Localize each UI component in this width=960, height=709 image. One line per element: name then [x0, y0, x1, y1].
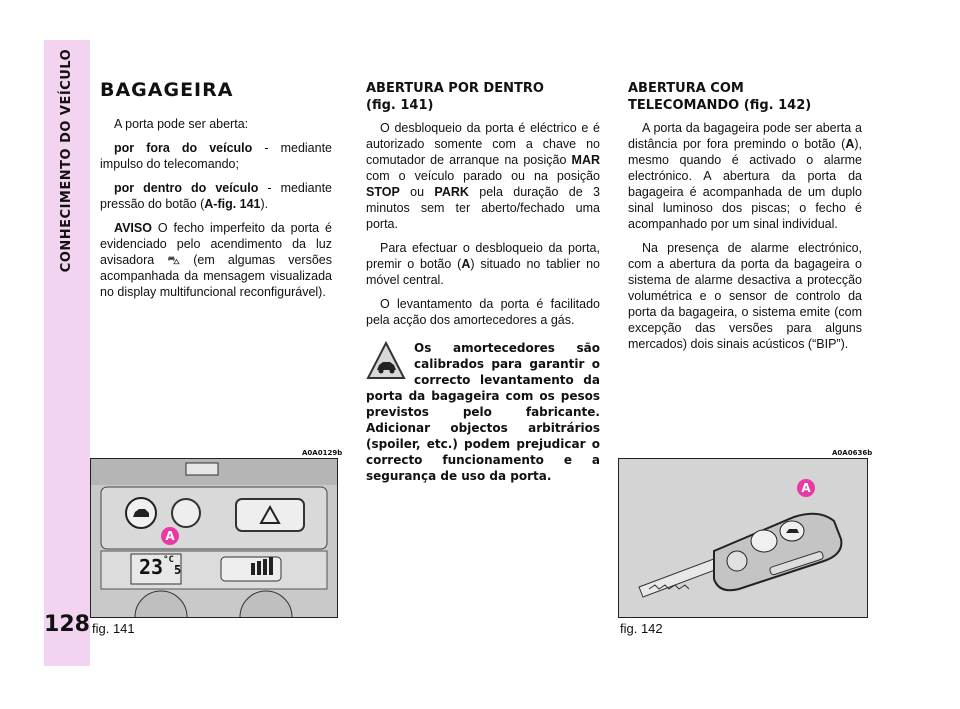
section-heading: ABERTURA POR DENTRO (fig. 141) — [366, 81, 544, 113]
paragraph: A porta pode ser aberta: — [114, 117, 249, 131]
callout-a: A — [797, 479, 815, 497]
key-remote-illustration — [619, 459, 867, 617]
section-title — [44, 40, 90, 280]
column-abertura-telecomando — [628, 80, 862, 360]
paragraph: Para efectuar o desbloqueio da porta, premir o botão (A) situado no tablier no móvel central. — [366, 241, 600, 287]
page-number: 128 — [44, 612, 90, 637]
section-heading: ABERTURA COM TELECOMANDO (fig. 142) — [628, 81, 812, 113]
temperature-display: $23^{^\circ C}5$ — [139, 555, 182, 579]
paragraph: O levantamento da porta é facilitado pela acção dos amortecedores a gás. — [366, 297, 600, 327]
paragraph: por fora do veículo - mediante impulso do telecomando; — [100, 141, 333, 171]
warning-text: Os amortecedores são calibrados para garantir o correcto levantamento da porta da bagageira com os pesos previstos pelo fabricante. Adicionar objectos arbitrários (spoiler, etc.) podem prejudicar o correcto funcionamento e a segurança de uso da porta. — [366, 341, 600, 483]
paragraph: por dentro do veículo - mediante pressão do botão (A-fig. 141). — [100, 181, 332, 211]
warning-block — [366, 340, 600, 484]
page-title: BAGAGEIRA — [100, 79, 234, 101]
callout-a: A — [161, 527, 179, 545]
figure-141 — [90, 458, 338, 618]
dashboard-illustration — [91, 459, 337, 617]
paragraph: AVISO O fecho imperfeito da porta é evidenciado pelo acendimento da luz avisadora ⛍ (em algumas versões acompanhada da mensagem visualizada no display multifuncional reconfigurável). — [100, 221, 332, 299]
figure-142 — [618, 458, 868, 618]
figure-caption: fig. 141 — [92, 621, 135, 636]
column-abertura-dentro — [366, 80, 600, 336]
paragraph: A porta da bagageira pode ser aberta a distância por fora premindo o botão (A), mesmo quando é activado o alarme electrónico. A abertura da porta da bagageira é acompanhada de um duplo sinal luminoso dos piscas; o fecho é acompanhado por um sinal individual. — [628, 121, 862, 231]
figure-code: A0A0129b — [302, 449, 343, 457]
paragraph: Na presença de alarme electrónico, com a abertura da porta da bagageira o sistema de alarme desactiva a protecção volumétrica e o sensor de controlo da porta da bagageira, o sistema emite (com excepção das versões para alguns mercados) dois sinais acústicos (“BIP”). — [628, 241, 862, 351]
column-bagageira — [100, 79, 333, 308]
warning-car-icon — [366, 340, 406, 382]
paragraph: O desbloqueio da porta é eléctrico e é autorizado somente com a chave no comutador de arranque na posição MAR com o veículo parado ou na posição STOP ou PARK pela duração de 3 minutos sem ter aberto/fechado uma porta. — [366, 121, 600, 231]
figure-code: A0A0636b — [832, 449, 873, 457]
section-title-text: CONHECIMENTO DO VEÍCULO — [59, 48, 75, 272]
figure-caption: fig. 142 — [620, 621, 663, 636]
